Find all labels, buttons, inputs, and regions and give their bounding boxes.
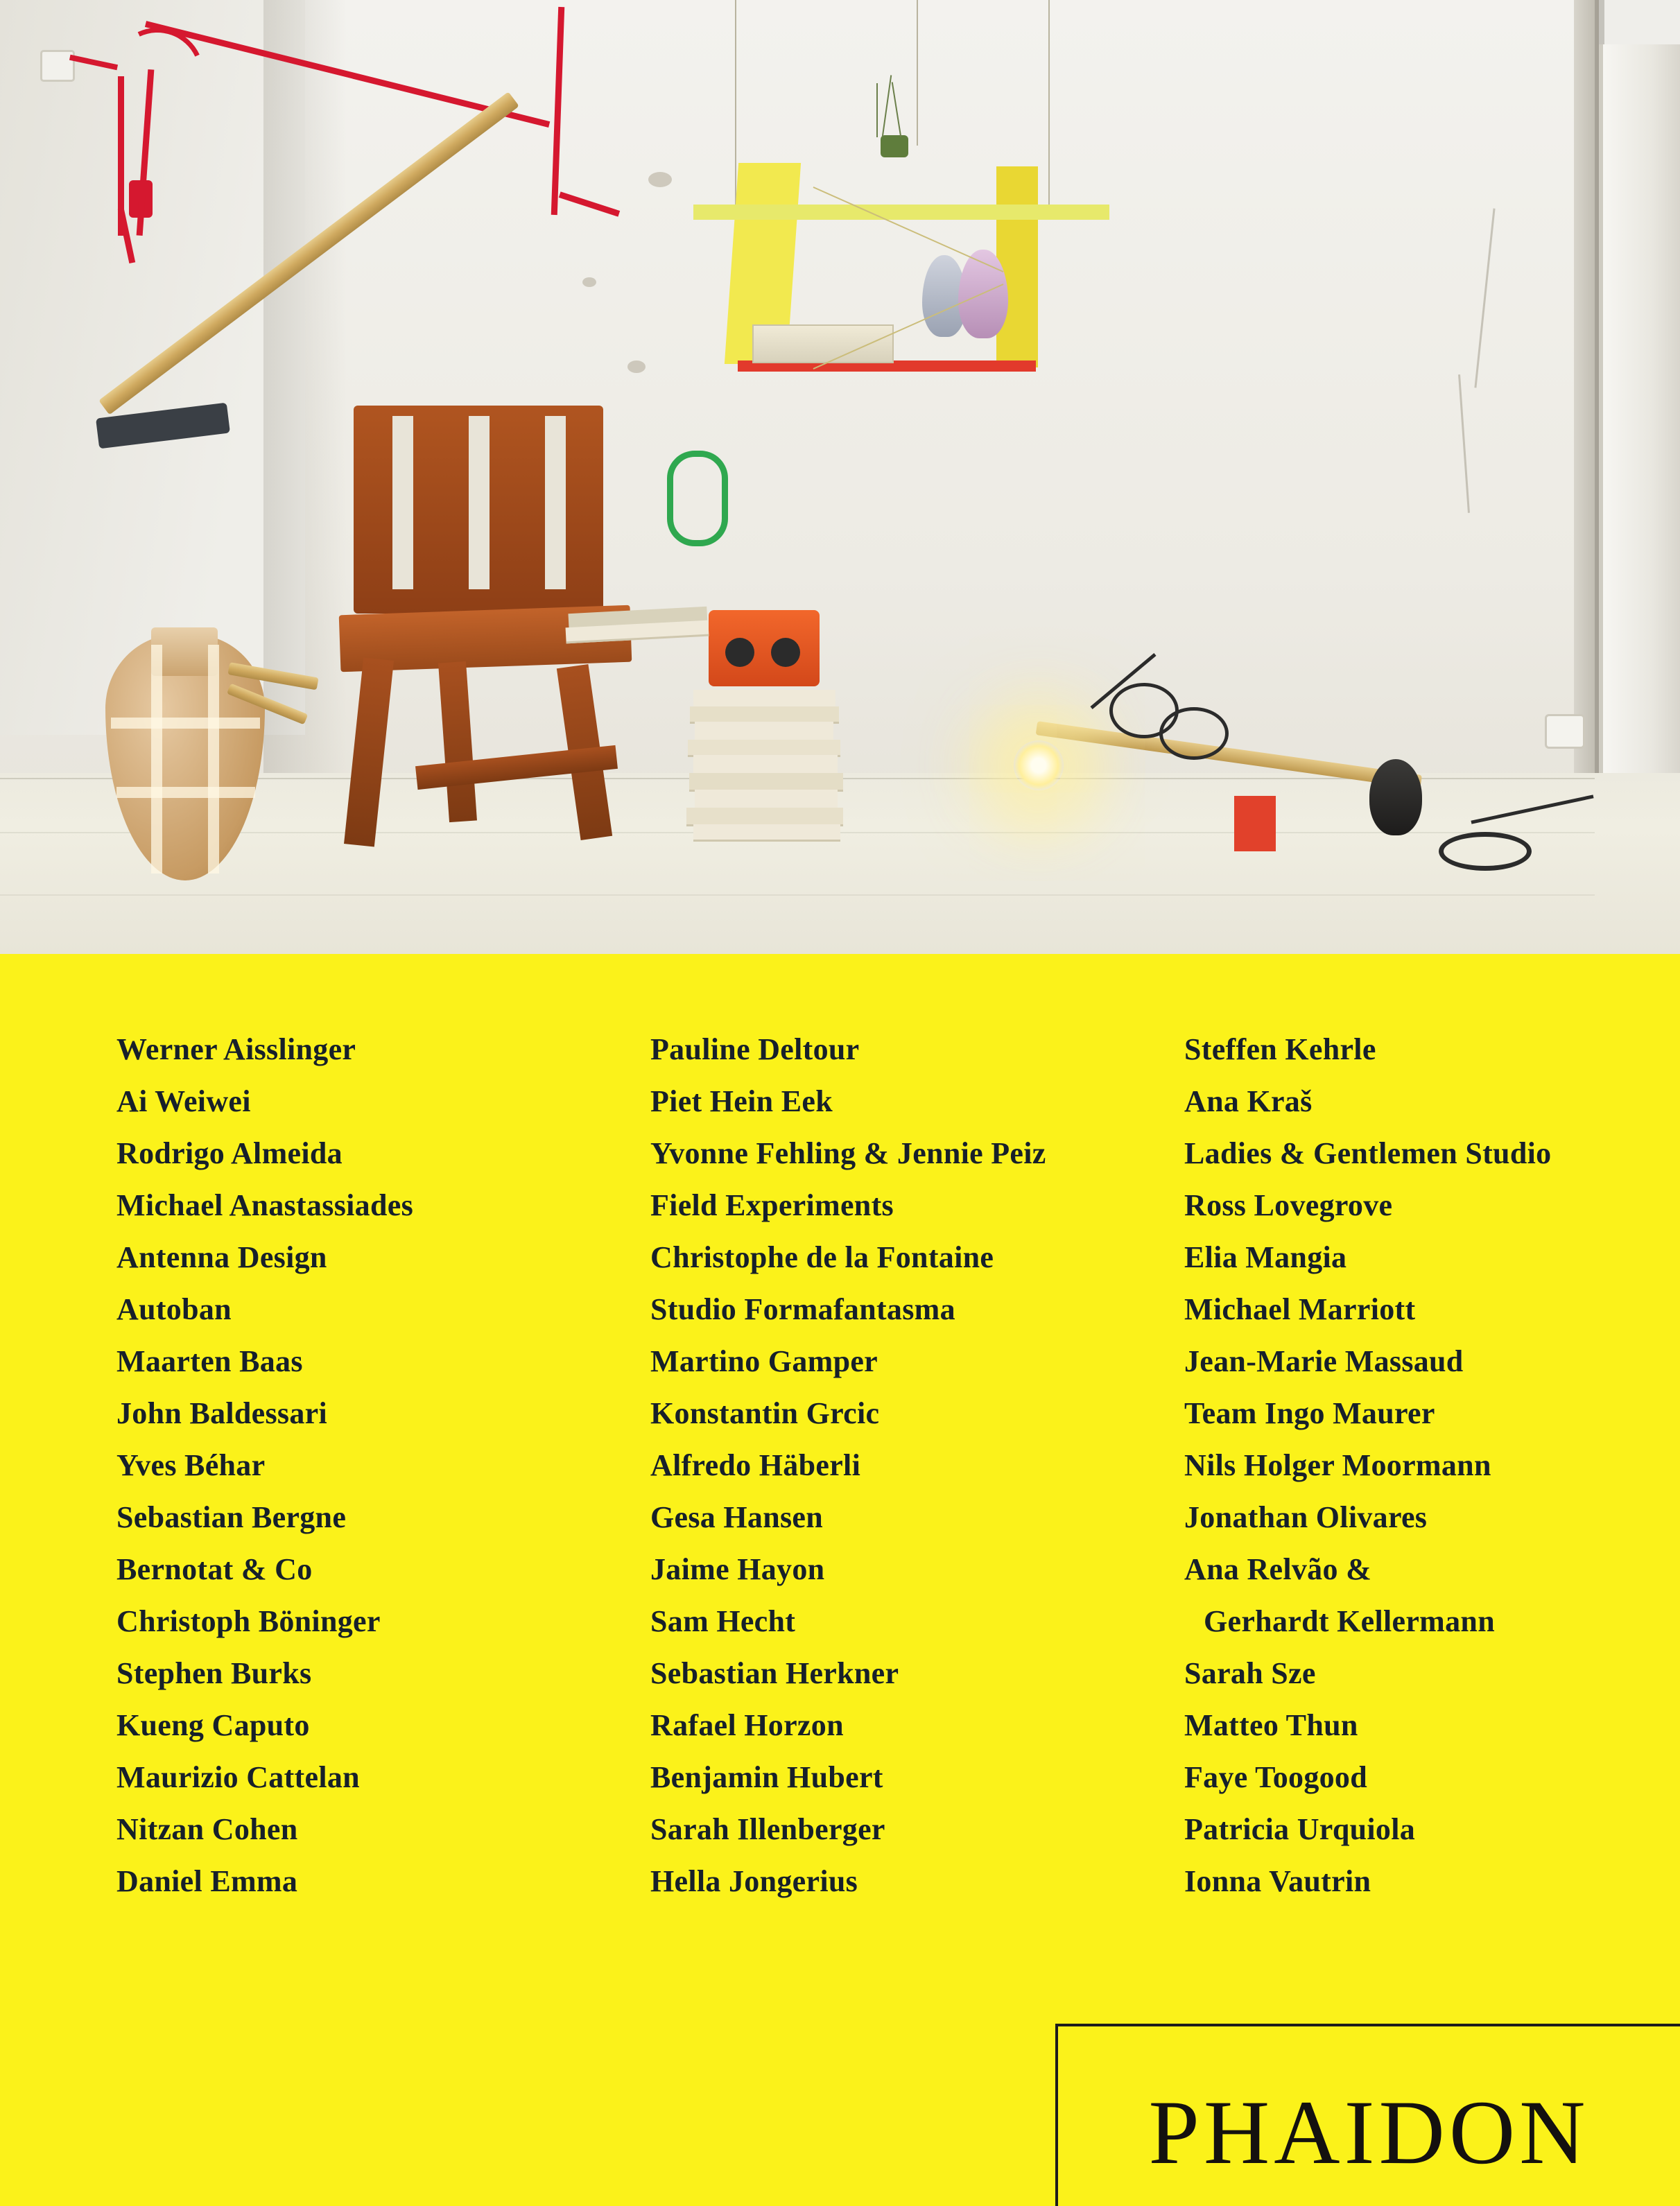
- chair-back-slot: [392, 416, 413, 589]
- contributor-name: Nitzan Cohen: [116, 1812, 298, 1846]
- publisher-logo-box: [1055, 2024, 1680, 2206]
- contributor-name: Werner Aisslinger: [116, 1032, 356, 1066]
- contributor-name: Jaime Hayon: [650, 1552, 825, 1586]
- wall-mark: [582, 277, 596, 287]
- contributor-name: Faye Toogood: [1184, 1760, 1367, 1794]
- radio-knob: [771, 638, 800, 667]
- contributor-name: Field Experiments: [650, 1188, 894, 1222]
- suspension-wire: [735, 0, 736, 208]
- contributor-name: Michael Marriott: [1184, 1292, 1416, 1326]
- floor-seam: [0, 894, 1595, 896]
- contributor-name: Ladies & Gentlemen Studio: [1184, 1136, 1552, 1170]
- red-fulcrum-block: [1234, 796, 1276, 851]
- contributor-name: Sebastian Bergne: [116, 1500, 347, 1534]
- vase-weave: [208, 645, 219, 874]
- contributor-name: Team Ingo Maurer: [1184, 1396, 1435, 1430]
- contributor-name: Kueng Caputo: [116, 1708, 310, 1742]
- contributor-name: Autoban: [116, 1292, 232, 1326]
- contributor-name: Nils Holger Moormann: [1184, 1448, 1491, 1482]
- radio-knob: [725, 638, 754, 667]
- suspension-wire: [917, 0, 918, 146]
- contributor-list-panel: [0, 954, 1680, 2206]
- book: [695, 790, 838, 810]
- contributor-name: Piet Hein Eek: [650, 1084, 833, 1118]
- chair-back-slot: [469, 416, 490, 589]
- wall-mark: [627, 361, 646, 373]
- contributor-name: Daniel Emma: [116, 1864, 298, 1898]
- contributor-name: John Baldessari: [116, 1396, 328, 1430]
- contributor-name: Patricia Urquiola: [1184, 1812, 1416, 1846]
- green-wire-loop: [667, 451, 728, 546]
- contributor-name: Hella Jongerius: [650, 1864, 858, 1898]
- chair-back-slot: [545, 416, 566, 589]
- vase-weave: [116, 787, 255, 798]
- cover-photograph: [0, 0, 1680, 954]
- contributor-name: Pauline Deltour: [650, 1032, 860, 1066]
- shelf-yellow-post: [996, 166, 1038, 367]
- cable-coil: [1439, 832, 1532, 871]
- wire-loop: [1159, 707, 1229, 760]
- contributor-name: Bernotat & Co: [116, 1552, 313, 1586]
- contributor-name: Konstantin Grcic: [650, 1396, 880, 1430]
- contributor-name: Sarah Sze: [1184, 1656, 1316, 1690]
- publisher-name: PHAIDON: [1148, 2081, 1590, 2183]
- plant-pot: [881, 135, 908, 157]
- contributor-name: Yvonne Fehling & Jennie Peiz: [650, 1136, 1046, 1170]
- contributor-name: Ana Relvão &: [1184, 1552, 1372, 1586]
- contributor-name: Maurizio Cattelan: [116, 1760, 360, 1794]
- book: [693, 824, 840, 842]
- book: [693, 755, 838, 775]
- shelf-top-board: [693, 205, 1109, 220]
- contributor-name: Ross Lovegrove: [1184, 1188, 1393, 1222]
- contributor-name: Yves Béhar: [116, 1448, 266, 1482]
- contributor-name: Antenna Design: [116, 1240, 327, 1274]
- suspension-wire: [1048, 0, 1050, 208]
- book: [686, 808, 843, 826]
- contributor-name: Ana Kraš: [1184, 1084, 1313, 1118]
- contributor-name: Jean-Marie Massaud: [1184, 1344, 1464, 1378]
- speaker-cone: [1369, 759, 1422, 835]
- contributor-name: Jonathan Olivares: [1184, 1500, 1428, 1534]
- book: [689, 773, 843, 792]
- contributor-name: Steffen Kehrle: [1184, 1032, 1376, 1066]
- contributor-name: Gerhardt Kellermann: [1204, 1604, 1495, 1638]
- contributor-name: Maarten Baas: [116, 1344, 303, 1378]
- vase-weave: [111, 718, 260, 729]
- contributor-name: Alfredo Häberli: [650, 1448, 861, 1482]
- contributor-column-1: [116, 1023, 650, 1907]
- plant-stem: [876, 83, 878, 137]
- contributor-name: Ai Weiwei: [116, 1084, 251, 1118]
- contributor-name: Rodrigo Almeida: [116, 1136, 343, 1170]
- contributor-name: Christophe de la Fontaine: [650, 1240, 994, 1274]
- contributor-name: Ionna Vautrin: [1184, 1864, 1371, 1898]
- power-outlet-right: [1545, 714, 1585, 749]
- wall-mark: [648, 172, 672, 187]
- contributor-column-2: [650, 1023, 1184, 1907]
- contributor-name: Elia Mangia: [1184, 1240, 1347, 1274]
- contributor-name: Gesa Hansen: [650, 1500, 823, 1534]
- contributor-name: Michael Anastassiades: [116, 1188, 413, 1222]
- contributor-column-3: [1184, 1023, 1670, 1907]
- contributor-columns: [0, 1023, 1680, 1907]
- book: [695, 722, 833, 742]
- contributor-name: Studio Formafantasma: [650, 1292, 955, 1326]
- book: [693, 690, 835, 709]
- contributor-name: Martino Gamper: [650, 1344, 878, 1378]
- contributor-name: Sarah Illenberger: [650, 1812, 885, 1846]
- contributor-name: Sam Hecht: [650, 1604, 796, 1638]
- contributor-name: Benjamin Hubert: [650, 1760, 883, 1794]
- contributor-name: Rafael Horzon: [650, 1708, 844, 1742]
- contributor-name: Stephen Burks: [116, 1656, 312, 1690]
- contributor-name: Christoph Böninger: [116, 1604, 381, 1638]
- shelf-books: [752, 324, 894, 363]
- vase-weave: [151, 645, 162, 874]
- contributor-name: Matteo Thun: [1184, 1708, 1358, 1742]
- contributor-name: Sebastian Herkner: [650, 1656, 899, 1690]
- light-bulb: [1014, 740, 1064, 790]
